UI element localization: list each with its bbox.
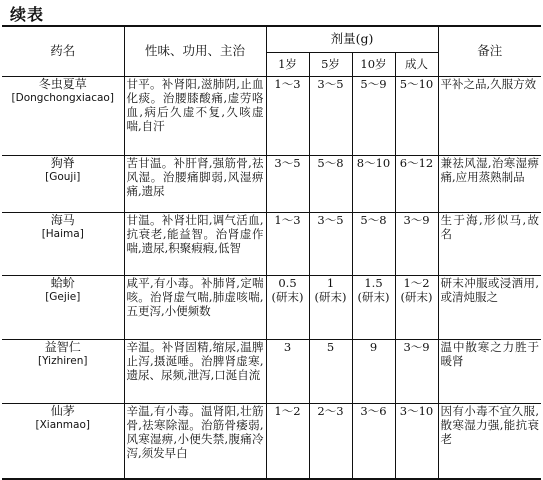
header-remarks: 备注: [438, 26, 541, 76]
dose-adult: 6～12: [395, 155, 438, 212]
dose-5y: 1 (研末): [309, 275, 352, 339]
herb-remarks: 兼祛风湿,治寒湿痹痛,应用蒸熟制品: [438, 155, 541, 212]
herb-name-cell: [2, 155, 124, 212]
header-age-5: 5岁: [309, 52, 352, 76]
dose-adult: 5～10: [395, 76, 438, 155]
dose-5y: 2～3: [309, 403, 352, 479]
dose-10y: 8～10: [352, 155, 395, 212]
herb-properties: 甘温。补肾壮阳,调气活血,抗衰老,能益智。治肾虚作喘,遗尿,积聚瘕瘕,低智: [124, 212, 266, 275]
dose-10y: 9: [352, 339, 395, 403]
dose-1y: 0.5 (研末): [266, 275, 309, 339]
header-age-1: 1岁: [266, 52, 309, 76]
dose-adult: 3～9: [395, 339, 438, 403]
dose-1y: 1～3: [266, 212, 309, 275]
herb-pinyin: [Gejie]: [45, 290, 81, 303]
herb-name: 海马: [50, 212, 75, 227]
herb-properties: 甘平。补肾阳,滋肺阴,止血化痰。治腰膝酸痛,虚劳咯血,病后久虚不复,久咳虚喘,自汗: [124, 76, 266, 155]
herb-remarks: 生于海,形似马,故名: [438, 212, 541, 275]
herb-pinyin: [Dongchongxiacao]: [11, 91, 114, 104]
table-row: [2, 403, 541, 479]
herb-dosage-table: [2, 25, 541, 480]
herb-remarks: 平补之品,久服方效: [438, 76, 541, 155]
herb-properties: 苦甘温。补肝肾,强筋骨,祛风湿。治腰痛脚弱,风湿痹痛,遗尿: [124, 155, 266, 212]
herb-remarks: 研末冲服或浸酒用,或清炖服之: [438, 275, 541, 339]
table-row: [2, 212, 541, 275]
herb-properties: 辛温。补肾固精,缩尿,温脾止泻,摄涎唾。治脾肾虚寒,遗尿、尿频,泄泻,口涎自流: [124, 339, 266, 403]
dose-1y: 3: [266, 339, 309, 403]
dose-5y: 5～8: [309, 155, 352, 212]
header-name: 药名: [2, 26, 124, 76]
table-row: [2, 275, 541, 339]
herb-name: 仙茅: [50, 403, 75, 418]
dose-1y: 3～5: [266, 155, 309, 212]
herb-name: 益智仁: [44, 339, 81, 354]
dose-10y: 3～6: [352, 403, 395, 479]
table-row: [2, 155, 541, 212]
herb-name: 蛤蚧: [50, 275, 75, 290]
dose-1y: 1～2: [266, 403, 309, 479]
dose-adult: 3～9: [395, 212, 438, 275]
herb-pinyin: [Gouji]: [45, 170, 81, 183]
dose-5y: 3～5: [309, 212, 352, 275]
herb-properties: 辛温,有小毒。温肾阳,壮筋骨,祛寒除湿。治筋骨痿弱,风寒湿痹,小便失禁,腹痛冷泻,须发早白: [124, 403, 266, 479]
herb-pinyin: [Haima]: [41, 227, 84, 240]
herb-name-cell: [2, 403, 124, 479]
herb-pinyin: [Xianmao]: [35, 418, 90, 431]
header-dosage: 剂量(g): [266, 26, 438, 52]
dose-10y: 1.5 (研末): [352, 275, 395, 339]
herb-name-cell: [2, 339, 124, 403]
dose-adult: 3～10: [395, 403, 438, 479]
herb-name-cell: [2, 212, 124, 275]
dose-5y: 5: [309, 339, 352, 403]
herb-remarks: 温中散寒之力胜于暖肾: [438, 339, 541, 403]
dose-10y: 5～8: [352, 212, 395, 275]
herb-remarks: 因有小毒不宜久服,散寒湿力强,能抗衰老: [438, 403, 541, 479]
dose-adult: 1～2 (研末): [395, 275, 438, 339]
herb-properties: 咸平,有小毒。补肺肾,定喘咳。治肾虚气喘,肺虚咳喘,五更泻,小便频数: [124, 275, 266, 339]
header-age-adult: 成人: [395, 52, 438, 76]
herb-name-cell: [2, 275, 124, 339]
herb-name: 冬虫夏草: [38, 76, 87, 91]
herb-pinyin: [Yizhiren]: [38, 354, 88, 367]
table-caption: 续表: [10, 5, 45, 24]
table-row: [2, 339, 541, 403]
dose-1y: 1～3: [266, 76, 309, 155]
dose-5y: 3～5: [309, 76, 352, 155]
herb-name-cell: [2, 76, 124, 155]
header-properties: 性味、功用、主治: [124, 26, 266, 76]
table-row: [2, 76, 541, 155]
header-age-10: 10岁: [352, 52, 395, 76]
dose-10y: 5～9: [352, 76, 395, 155]
herb-name: 狗脊: [50, 155, 75, 170]
